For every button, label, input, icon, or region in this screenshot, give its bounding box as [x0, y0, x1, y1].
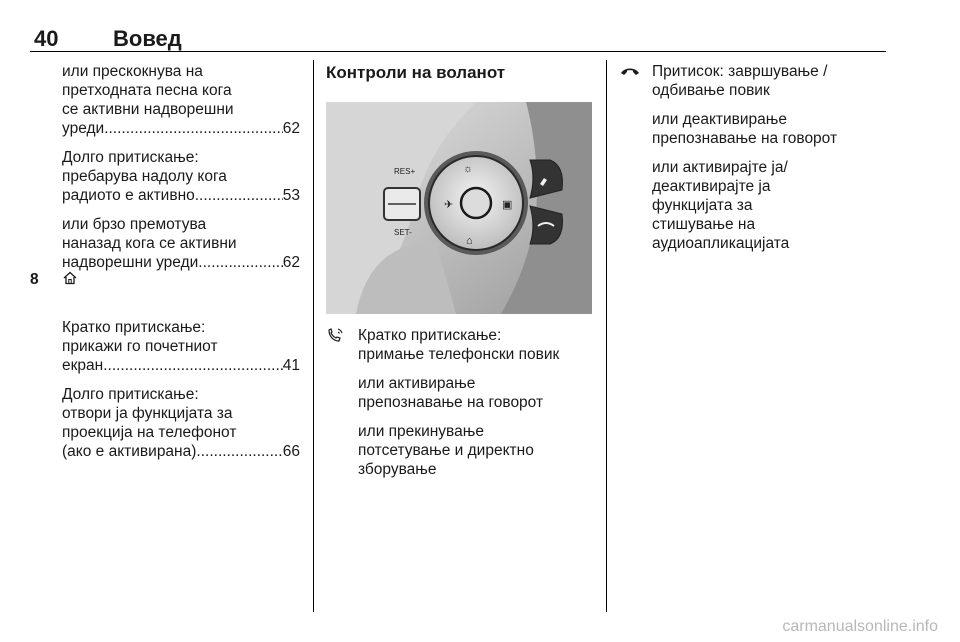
paragraph-short-press-home [62, 318, 300, 375]
page-reference[interactable] [62, 442, 300, 461]
item-8-spacer [62, 282, 300, 318]
text-line: проекција на телефонот [62, 424, 237, 441]
steering-wheel-illustration [326, 102, 592, 314]
column-divider-1 [313, 60, 314, 612]
text-line: Кратко притискање: [62, 319, 206, 336]
page-reference[interactable] [62, 119, 300, 138]
text-line: Долго притискање: [62, 386, 199, 403]
item-number-8: 8 [30, 271, 39, 288]
home-icon [62, 270, 78, 286]
watermark: carmanualsonline.info [782, 618, 938, 635]
column-1 [62, 62, 300, 471]
text-line: или прескокнува на [62, 63, 203, 80]
header-rule [30, 51, 886, 52]
page-reference[interactable] [62, 253, 300, 272]
reference-page: 41 [282, 357, 300, 374]
text-line: отвори ја функцијата за [62, 405, 233, 422]
text-line: Кратко притискање: [358, 327, 502, 344]
text-line: пребарува надолу кога [62, 168, 227, 185]
set-label: SET- [394, 228, 412, 237]
leader-dots [104, 119, 283, 138]
leader-dots [198, 253, 282, 272]
reference-text: надворешни уреди [62, 254, 199, 271]
text-line: препознавање на говорот [652, 130, 838, 147]
phone-hangup-description [620, 62, 886, 253]
text-line: функцијата за [652, 197, 753, 214]
page-reference[interactable] [62, 186, 300, 205]
page-number: 40 [34, 26, 59, 51]
text-line: Притисок: завршување / [652, 63, 828, 80]
text-line: Долго притискање: [62, 149, 199, 166]
text-line: стишување на [652, 216, 756, 233]
text-line: или брзо премотува [62, 216, 207, 233]
paragraph-rewind [62, 215, 300, 272]
phone-call-description [326, 326, 592, 479]
reference-page: 66 [282, 443, 300, 460]
text-line: или прекинување [358, 423, 484, 440]
svg-text:⌂: ⌂ [466, 235, 473, 247]
leader-dots [103, 356, 283, 375]
text-line: или активирајте ја/ [652, 159, 788, 176]
text-line: претходната песна кога [62, 82, 232, 99]
leader-dots [196, 442, 282, 461]
reference-page: 62 [282, 120, 300, 137]
text-line: примање телефонски повик [358, 346, 560, 363]
text-line: одбивање повик [652, 82, 770, 99]
phone-hangup-icon [620, 63, 640, 80]
text-line: потсетување и директно [358, 442, 534, 459]
text-line: аудиоапликацијата [652, 235, 790, 252]
res-label: RES+ [394, 167, 416, 176]
column-3 [620, 62, 886, 263]
text-line: деактивирајте ја [652, 178, 771, 195]
column-2 [326, 62, 592, 489]
text-line: наназад кога се активни [62, 235, 237, 252]
paragraph-long-press-projection [62, 385, 300, 461]
section-heading: Контроли на воланот [326, 63, 506, 82]
text-line: се активни надворешни [62, 101, 234, 118]
column-divider-2 [606, 60, 607, 612]
paragraph-skip-previous [62, 62, 300, 138]
page-reference[interactable] [62, 356, 300, 375]
svg-text:✈: ✈ [444, 199, 454, 211]
svg-text:☼: ☼ [463, 163, 474, 175]
paragraph-long-press-search [62, 148, 300, 205]
svg-text:▣: ▣ [502, 199, 513, 211]
text-line: прикажи го почетниот [62, 338, 218, 355]
page-header [30, 26, 886, 54]
text-line: или активирање [358, 375, 476, 392]
reference-page: 53 [282, 187, 300, 204]
page-title: Вовед [113, 26, 182, 51]
text-line: или деактивирање [652, 111, 788, 128]
reference-page: 62 [282, 254, 300, 271]
reference-text: уреди [62, 120, 105, 137]
text-line: зборување [358, 461, 437, 478]
leader-dots [195, 186, 283, 205]
phone-call-icon [326, 327, 346, 344]
reference-text: екран [62, 357, 104, 374]
text-line: препознавање на говорот [358, 394, 544, 411]
reference-text: радиото е активно [62, 187, 195, 204]
reference-text: (ако е активирана) [62, 443, 197, 460]
